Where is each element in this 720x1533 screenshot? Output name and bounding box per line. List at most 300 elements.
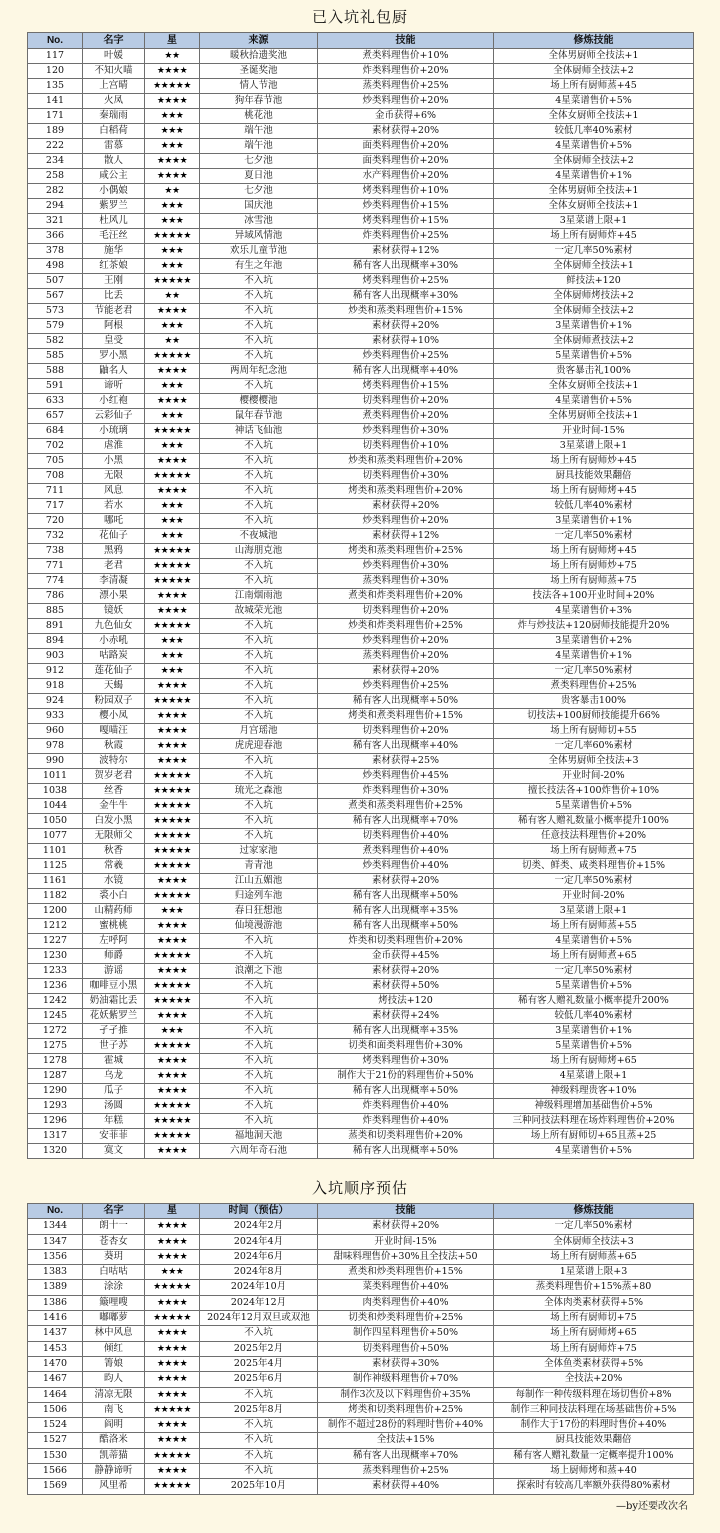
col-skill-cell: 炒类料理售价+30%	[318, 559, 494, 574]
col-cultivation-cell: 全体厨师全技法+1	[494, 259, 694, 274]
col-no-cell: 1437	[28, 1326, 83, 1341]
col-cultivation-cell: 较低几率40%素材	[494, 1009, 694, 1024]
table1-title: 已入坑礼包厨	[311, 8, 408, 26]
col-no-cell: 1356	[28, 1249, 83, 1264]
col-stars-cell: ★★★	[145, 904, 200, 919]
col-skill-cell: 煮类和炸类料理售价+20%	[318, 589, 494, 604]
col-stars-cell: ★★★★	[145, 1418, 200, 1433]
col-no-cell: 732	[28, 529, 83, 544]
col-name-cell: 箐娘	[83, 1356, 145, 1371]
col-cultivation-cell: 全体男厨师全技法+1	[494, 49, 694, 64]
col-source-cell: 不入坑	[200, 799, 318, 814]
col-skill-cell: 切类和面类料理售价+30%	[318, 1039, 494, 1054]
col-cultivation-cell: 全体鱼类素材获得+5%	[494, 1356, 694, 1371]
table-row	[28, 679, 694, 694]
col-name-cell: 无限师父	[83, 829, 145, 844]
col-name-cell: 节能老君	[83, 304, 145, 319]
col-skill-cell: 蒸类料理售价+25%	[318, 1464, 494, 1479]
col-skill-cell: 制作大于21份的料理售价+50%	[318, 1069, 494, 1084]
col-skill-cell: 素材获得+50%	[318, 979, 494, 994]
col-no-cell: 903	[28, 649, 83, 664]
col-no-cell: 1011	[28, 769, 83, 784]
table-row	[28, 1295, 694, 1310]
col-stars-cell: ★★★★	[145, 1464, 200, 1479]
col-stars-cell: ★★	[145, 334, 200, 349]
col-cultivation-cell: 全体男厨师全技法+1	[494, 184, 694, 199]
table1-body	[28, 49, 694, 1159]
table-row	[28, 1402, 694, 1417]
col-no-cell: 711	[28, 484, 83, 499]
col-source-cell: 不入坑	[200, 574, 318, 589]
col-cultivation-cell: 全体厨师煮技法+2	[494, 334, 694, 349]
col-skill-cell: 全技法+15%	[318, 1433, 494, 1448]
table2-header-col-source: 时间（预估）	[200, 1204, 318, 1219]
col-source-cell: 不入坑	[200, 304, 318, 319]
col-no-cell: 891	[28, 619, 83, 634]
table-row	[28, 199, 694, 214]
col-skill-cell: 素材获得+20%	[318, 499, 494, 514]
col-cultivation-cell: 1星菜谱上限+3	[494, 1265, 694, 1280]
col-no-cell: 1464	[28, 1387, 83, 1402]
col-skill-cell: 稀有客人出现概率+40%	[318, 739, 494, 754]
table-row	[28, 994, 694, 1009]
col-source-cell: 不入坑	[200, 829, 318, 844]
col-cultivation-cell: 开业时间-20%	[494, 769, 694, 784]
col-cultivation-cell: 4星菜谱上限+1	[494, 1069, 694, 1084]
table-row	[28, 649, 694, 664]
col-source-cell: 春日狂想池	[200, 904, 318, 919]
col-skill-cell: 稀有客人出现概率+35%	[318, 1024, 494, 1039]
col-name-cell: 樱小凤	[83, 709, 145, 724]
col-no-cell: 258	[28, 169, 83, 184]
col-skill-cell: 炒类料理售价+20%	[318, 514, 494, 529]
col-skill-cell: 素材获得+30%	[318, 1356, 494, 1371]
col-stars-cell: ★★★★	[145, 1219, 200, 1234]
col-name-cell: 叶媛	[83, 49, 145, 64]
col-skill-cell: 稀有客人出现概率+70%	[318, 814, 494, 829]
col-name-cell: 紫罗兰	[83, 199, 145, 214]
col-cultivation-cell: 全体男厨师全技法+3	[494, 754, 694, 769]
col-no-cell: 1386	[28, 1295, 83, 1310]
col-no-cell: 582	[28, 334, 83, 349]
table-row	[28, 334, 694, 349]
col-name-cell: 莲花仙子	[83, 664, 145, 679]
table-row	[28, 1219, 694, 1234]
table1-header-col-source: 来源	[200, 33, 318, 49]
col-stars-cell: ★★★	[145, 139, 200, 154]
col-stars-cell: ★★★★	[145, 724, 200, 739]
col-cultivation-cell: 较低几率40%素材	[494, 499, 694, 514]
col-source-cell: 2024年4月	[200, 1234, 318, 1249]
table-row	[28, 889, 694, 904]
col-source-cell: 不入坑	[200, 379, 318, 394]
col-skill-cell: 稀有客人出现概率+70%	[318, 1448, 494, 1463]
col-no-cell: 1566	[28, 1464, 83, 1479]
col-no-cell: 591	[28, 379, 83, 394]
col-name-cell: 散人	[83, 154, 145, 169]
col-no-cell: 717	[28, 499, 83, 514]
col-stars-cell: ★★★★★	[145, 1280, 200, 1295]
col-name-cell: 粉园双子	[83, 694, 145, 709]
col-cultivation-cell: 全体肉类素材获得+5%	[494, 1295, 694, 1310]
table-row	[28, 664, 694, 679]
col-stars-cell: ★★★★★	[145, 829, 200, 844]
col-source-cell: 不入坑	[200, 1448, 318, 1463]
col-cultivation-cell: 5星菜谱售价+5%	[494, 799, 694, 814]
col-name-cell: 乌龙	[83, 1069, 145, 1084]
table-row	[28, 64, 694, 79]
col-source-cell: 过家家池	[200, 844, 318, 859]
col-cultivation-cell: 3星菜谱售价+2%	[494, 634, 694, 649]
col-source-cell: 不入坑	[200, 934, 318, 949]
table-row	[28, 169, 694, 184]
col-stars-cell: ★★★	[145, 529, 200, 544]
col-source-cell: 不入坑	[200, 1326, 318, 1341]
col-name-cell: 老君	[83, 559, 145, 574]
col-cultivation-cell: 全体厨师全技法+2	[494, 304, 694, 319]
table-row	[28, 1356, 694, 1371]
col-source-cell: 不入坑	[200, 709, 318, 724]
col-name-cell: 王刚	[83, 274, 145, 289]
col-stars-cell: ★★★★★	[145, 799, 200, 814]
col-source-cell: 神话飞仙池	[200, 424, 318, 439]
col-no-cell: 633	[28, 394, 83, 409]
table-row	[28, 874, 694, 889]
col-name-cell: 秋香	[83, 844, 145, 859]
col-stars-cell: ★★★★	[145, 964, 200, 979]
col-stars-cell: ★★★★★	[145, 949, 200, 964]
col-skill-cell: 素材获得+20%	[318, 124, 494, 139]
col-no-cell: 1389	[28, 1280, 83, 1295]
col-name-cell: 不知火喵	[83, 64, 145, 79]
col-name-cell: 九色仙女	[83, 619, 145, 634]
col-name-cell: 安菲菲	[83, 1129, 145, 1144]
col-no-cell: 912	[28, 664, 83, 679]
col-skill-cell: 素材获得+24%	[318, 1009, 494, 1024]
col-name-cell: 小黑	[83, 454, 145, 469]
col-name-cell: 风里希	[83, 1479, 145, 1494]
col-name-cell: 李清凝	[83, 574, 145, 589]
col-cultivation-cell: 厨具技能效果翻倍	[494, 469, 694, 484]
col-cultivation-cell: 4星菜谱售价+3%	[494, 604, 694, 619]
table-row	[28, 1129, 694, 1144]
col-name-cell: 蜜桃桃	[83, 919, 145, 934]
col-source-cell: 异域风情池	[200, 229, 318, 244]
col-stars-cell: ★★★★★	[145, 784, 200, 799]
col-skill-cell: 烤类和蒸类料理售价+25%	[318, 544, 494, 559]
col-source-cell: 不入坑	[200, 769, 318, 784]
col-stars-cell: ★★★★	[145, 1009, 200, 1024]
col-no-cell: 1227	[28, 934, 83, 949]
col-source-cell: 2024年10月	[200, 1280, 318, 1295]
col-no-cell: 1275	[28, 1039, 83, 1054]
col-name-cell: 南飞	[83, 1402, 145, 1417]
col-name-cell: 花仙子	[83, 529, 145, 544]
col-stars-cell: ★★★★★	[145, 769, 200, 784]
col-no-cell: 1527	[28, 1433, 83, 1448]
col-cultivation-cell: 全体女厨师全技法+1	[494, 379, 694, 394]
col-cultivation-cell: 神级料理贵客+10%	[494, 1084, 694, 1099]
table-row	[28, 214, 694, 229]
col-name-cell: 无限	[83, 469, 145, 484]
col-name-cell: 丝香	[83, 784, 145, 799]
col-name-cell: 昀人	[83, 1372, 145, 1387]
table-row	[28, 1144, 694, 1159]
col-skill-cell: 蒸类料理售价+25%	[318, 79, 494, 94]
col-stars-cell: ★★★★	[145, 154, 200, 169]
table2-header-col-cultivation: 修炼技能	[494, 1204, 694, 1219]
col-skill-cell: 烤类和切类料理售价+25%	[318, 1402, 494, 1417]
col-skill-cell: 炒类料理售价+20%	[318, 94, 494, 109]
table-row	[28, 229, 694, 244]
table1-header-col-stars: 星	[145, 33, 200, 49]
col-cultivation-cell: 开业时间-20%	[494, 889, 694, 904]
col-stars-cell: ★★★★	[145, 709, 200, 724]
col-stars-cell: ★★★	[145, 124, 200, 139]
col-no-cell: 567	[28, 289, 83, 304]
col-name-cell: 毛汪丝	[83, 229, 145, 244]
col-skill-cell: 面类料理售价+20%	[318, 139, 494, 154]
col-no-cell: 774	[28, 574, 83, 589]
col-cultivation-cell: 一定几率50%素材	[494, 1219, 694, 1234]
col-source-cell: 国庆池	[200, 199, 318, 214]
col-stars-cell: ★★★★	[145, 304, 200, 319]
col-source-cell: 不入坑	[200, 1114, 318, 1129]
col-skill-cell: 烤技法+120	[318, 994, 494, 1009]
table-row	[28, 829, 694, 844]
col-name-cell: 波特尔	[83, 754, 145, 769]
col-skill-cell: 炒类料理售价+25%	[318, 349, 494, 364]
col-stars-cell: ★★★★★	[145, 574, 200, 589]
col-cultivation-cell: 制作三种同技法料理在场基础售价+5%	[494, 1402, 694, 1417]
col-skill-cell: 素材获得+20%	[318, 664, 494, 679]
col-source-cell: 江山五媚池	[200, 874, 318, 889]
col-stars-cell: ★★★★★	[145, 274, 200, 289]
col-name-cell: 白稻荷	[83, 124, 145, 139]
col-no-cell: 705	[28, 454, 83, 469]
col-no-cell: 771	[28, 559, 83, 574]
table-row	[28, 259, 694, 274]
col-stars-cell: ★★★	[145, 109, 200, 124]
col-name-cell: 涂涂	[83, 1280, 145, 1295]
col-stars-cell: ★★★★★	[145, 229, 200, 244]
col-no-cell: 1200	[28, 904, 83, 919]
table2-header-col-no: No.	[28, 1204, 83, 1219]
col-cultivation-cell: 厨具技能效果翻倍	[494, 1433, 694, 1448]
col-stars-cell: ★★★★	[145, 739, 200, 754]
col-source-cell: 不入坑	[200, 949, 318, 964]
col-name-cell: 虐淮	[83, 439, 145, 454]
col-source-cell: 樱樱樱池	[200, 394, 318, 409]
col-source-cell: 有生之年池	[200, 259, 318, 274]
col-stars-cell: ★★★	[145, 1265, 200, 1280]
col-source-cell: 琉光之森池	[200, 784, 318, 799]
col-source-cell: 不入坑	[200, 664, 318, 679]
col-stars-cell: ★★★★	[145, 484, 200, 499]
col-stars-cell: ★★★★	[145, 394, 200, 409]
col-source-cell: 福地洞天池	[200, 1129, 318, 1144]
table-row	[28, 1448, 694, 1463]
col-source-cell: 六周年奇石池	[200, 1144, 318, 1159]
col-no-cell: 1044	[28, 799, 83, 814]
table-row	[28, 394, 694, 409]
col-stars-cell: ★★★★	[145, 589, 200, 604]
col-stars-cell: ★★★★	[145, 1372, 200, 1387]
col-skill-cell: 切类料理售价+20%	[318, 724, 494, 739]
col-no-cell: 1161	[28, 874, 83, 889]
table1-header-col-skill: 技能	[318, 33, 494, 49]
col-stars-cell: ★★	[145, 289, 200, 304]
col-name-cell: 朗十一	[83, 1219, 145, 1234]
col-name-cell: 咕路炭	[83, 649, 145, 664]
col-no-cell: 120	[28, 64, 83, 79]
col-source-cell: 不入坑	[200, 1387, 318, 1402]
table-row	[28, 589, 694, 604]
col-name-cell: 施华	[83, 244, 145, 259]
table-row	[28, 724, 694, 739]
col-source-cell: 狗年春节池	[200, 94, 318, 109]
col-source-cell: 圣诞奖池	[200, 64, 318, 79]
col-skill-cell: 稀有客人出现概率+35%	[318, 904, 494, 919]
col-cultivation-cell: 贵客暴击100%	[494, 694, 694, 709]
col-name-cell: 谛听	[83, 379, 145, 394]
table2-header-col-stars: 星	[145, 1204, 200, 1219]
col-cultivation-cell: 贵客暴击礼100%	[494, 364, 694, 379]
col-no-cell: 1470	[28, 1356, 83, 1371]
col-name-cell: 咖啡豆小黑	[83, 979, 145, 994]
col-skill-cell: 炒类和炸类料理售价+25%	[318, 619, 494, 634]
col-no-cell: 738	[28, 544, 83, 559]
table-row	[28, 949, 694, 964]
col-skill-cell: 炒类料理售价+20%	[318, 634, 494, 649]
col-cultivation-cell: 场上所有厨师炒+45	[494, 454, 694, 469]
table-row	[28, 799, 694, 814]
col-cultivation-cell: 一定几率60%素材	[494, 739, 694, 754]
table-row	[28, 304, 694, 319]
col-no-cell: 588	[28, 364, 83, 379]
col-name-cell: 左呼阿	[83, 934, 145, 949]
table-row	[28, 109, 694, 124]
col-stars-cell: ★★★★	[145, 919, 200, 934]
table-row	[28, 1249, 694, 1264]
col-source-cell: 不入坑	[200, 619, 318, 634]
col-skill-cell: 煮类和炒类料理售价+15%	[318, 1265, 494, 1280]
col-source-cell: 不入坑	[200, 1418, 318, 1433]
col-cultivation-cell: 蒸类料理售价+15%蒸+80	[494, 1280, 694, 1295]
col-cultivation-cell: 4星菜谱售价+5%	[494, 394, 694, 409]
table-row	[28, 709, 694, 724]
col-stars-cell: ★★★★★	[145, 79, 200, 94]
col-stars-cell: ★★★	[145, 1024, 200, 1039]
col-cultivation-cell: 鲜技法+120	[494, 274, 694, 289]
table1-header-row	[28, 33, 694, 49]
col-cultivation-cell: 场上所有厨师烤+65	[494, 1326, 694, 1341]
col-no-cell: 657	[28, 409, 83, 424]
col-name-cell: 小赤吼	[83, 634, 145, 649]
col-skill-cell: 煮类和蒸类料理售价+25%	[318, 799, 494, 814]
col-name-cell: 嘎喵汪	[83, 724, 145, 739]
table-row	[28, 754, 694, 769]
col-source-cell: 不入坑	[200, 679, 318, 694]
col-source-cell: 故城荣光池	[200, 604, 318, 619]
col-skill-cell: 稀有客人出现概率+50%	[318, 919, 494, 934]
col-name-cell: 静静谛听	[83, 1464, 145, 1479]
col-no-cell: 222	[28, 139, 83, 154]
col-source-cell: 不入坑	[200, 454, 318, 469]
table-row	[28, 1479, 694, 1494]
col-stars-cell: ★★	[145, 49, 200, 64]
col-stars-cell: ★★★★★	[145, 979, 200, 994]
col-name-cell: 天蝎	[83, 679, 145, 694]
col-source-cell: 不入坑	[200, 979, 318, 994]
table-row	[28, 1039, 694, 1054]
col-source-cell: 不入坑	[200, 1099, 318, 1114]
col-cultivation-cell: 较低几率40%素材	[494, 124, 694, 139]
col-no-cell: 684	[28, 424, 83, 439]
table-row	[28, 544, 694, 559]
table1-header-col-no: No.	[28, 33, 83, 49]
col-skill-cell: 稀有客人出现概率+50%	[318, 1084, 494, 1099]
table-row	[28, 289, 694, 304]
col-stars-cell: ★★★★	[145, 1356, 200, 1371]
col-stars-cell: ★★★	[145, 214, 200, 229]
col-no-cell: 585	[28, 349, 83, 364]
col-name-cell: 瓜子	[83, 1084, 145, 1099]
col-source-cell: 冰雪池	[200, 214, 318, 229]
col-source-cell: 夏日池	[200, 169, 318, 184]
col-skill-cell: 炒类和蒸类料理售价+20%	[318, 454, 494, 469]
col-skill-cell: 切类料理售价+10%	[318, 439, 494, 454]
table2-title: 入坑顺序预估	[311, 1179, 408, 1197]
col-skill-cell: 制作四星料理售价+50%	[318, 1326, 494, 1341]
col-skill-cell: 面类料理售价+20%	[318, 154, 494, 169]
col-cultivation-cell: 全体厨师全技法+2	[494, 154, 694, 169]
col-no-cell: 894	[28, 634, 83, 649]
col-cultivation-cell: 场上所有厨师切+75	[494, 1311, 694, 1326]
col-name-cell: 葵玥	[83, 1249, 145, 1264]
table-row	[28, 1387, 694, 1402]
col-cultivation-cell: 探索时有较高几率额外获得80%素材	[494, 1479, 694, 1494]
col-source-cell: 欢乐儿童节池	[200, 244, 318, 259]
col-source-cell: 暖秋拾遗奖池	[200, 49, 318, 64]
col-name-cell: 白咕咕	[83, 1265, 145, 1280]
col-stars-cell: ★★★★★	[145, 559, 200, 574]
col-stars-cell: ★★★★★	[145, 544, 200, 559]
col-cultivation-cell: 炸与炒技法+120厨师技能提升20%	[494, 619, 694, 634]
table-row	[28, 484, 694, 499]
col-skill-cell: 烤类料理售价+15%	[318, 214, 494, 229]
col-skill-cell: 稀有客人出现概率+30%	[318, 259, 494, 274]
col-no-cell: 573	[28, 304, 83, 319]
table-row	[28, 529, 694, 544]
col-name-cell: 年糕	[83, 1114, 145, 1129]
col-skill-cell: 炒类和蒸类料理售价+15%	[318, 304, 494, 319]
col-name-cell: 火凤	[83, 94, 145, 109]
col-source-cell: 2025年8月	[200, 1402, 318, 1417]
col-no-cell: 1233	[28, 964, 83, 979]
col-no-cell: 321	[28, 214, 83, 229]
col-source-cell: 不入坑	[200, 634, 318, 649]
col-skill-cell: 烤类和蒸类料理售价+20%	[318, 484, 494, 499]
col-skill-cell: 菜类料理售价+40%	[318, 1280, 494, 1295]
table-row	[28, 79, 694, 94]
col-stars-cell: ★★★★★	[145, 694, 200, 709]
col-skill-cell: 炒类料理售价+25%	[318, 679, 494, 694]
col-no-cell: 978	[28, 739, 83, 754]
col-stars-cell: ★★★★	[145, 1144, 200, 1159]
col-name-cell: 鼬名人	[83, 364, 145, 379]
col-cultivation-cell: 3星菜谱上限+1	[494, 439, 694, 454]
